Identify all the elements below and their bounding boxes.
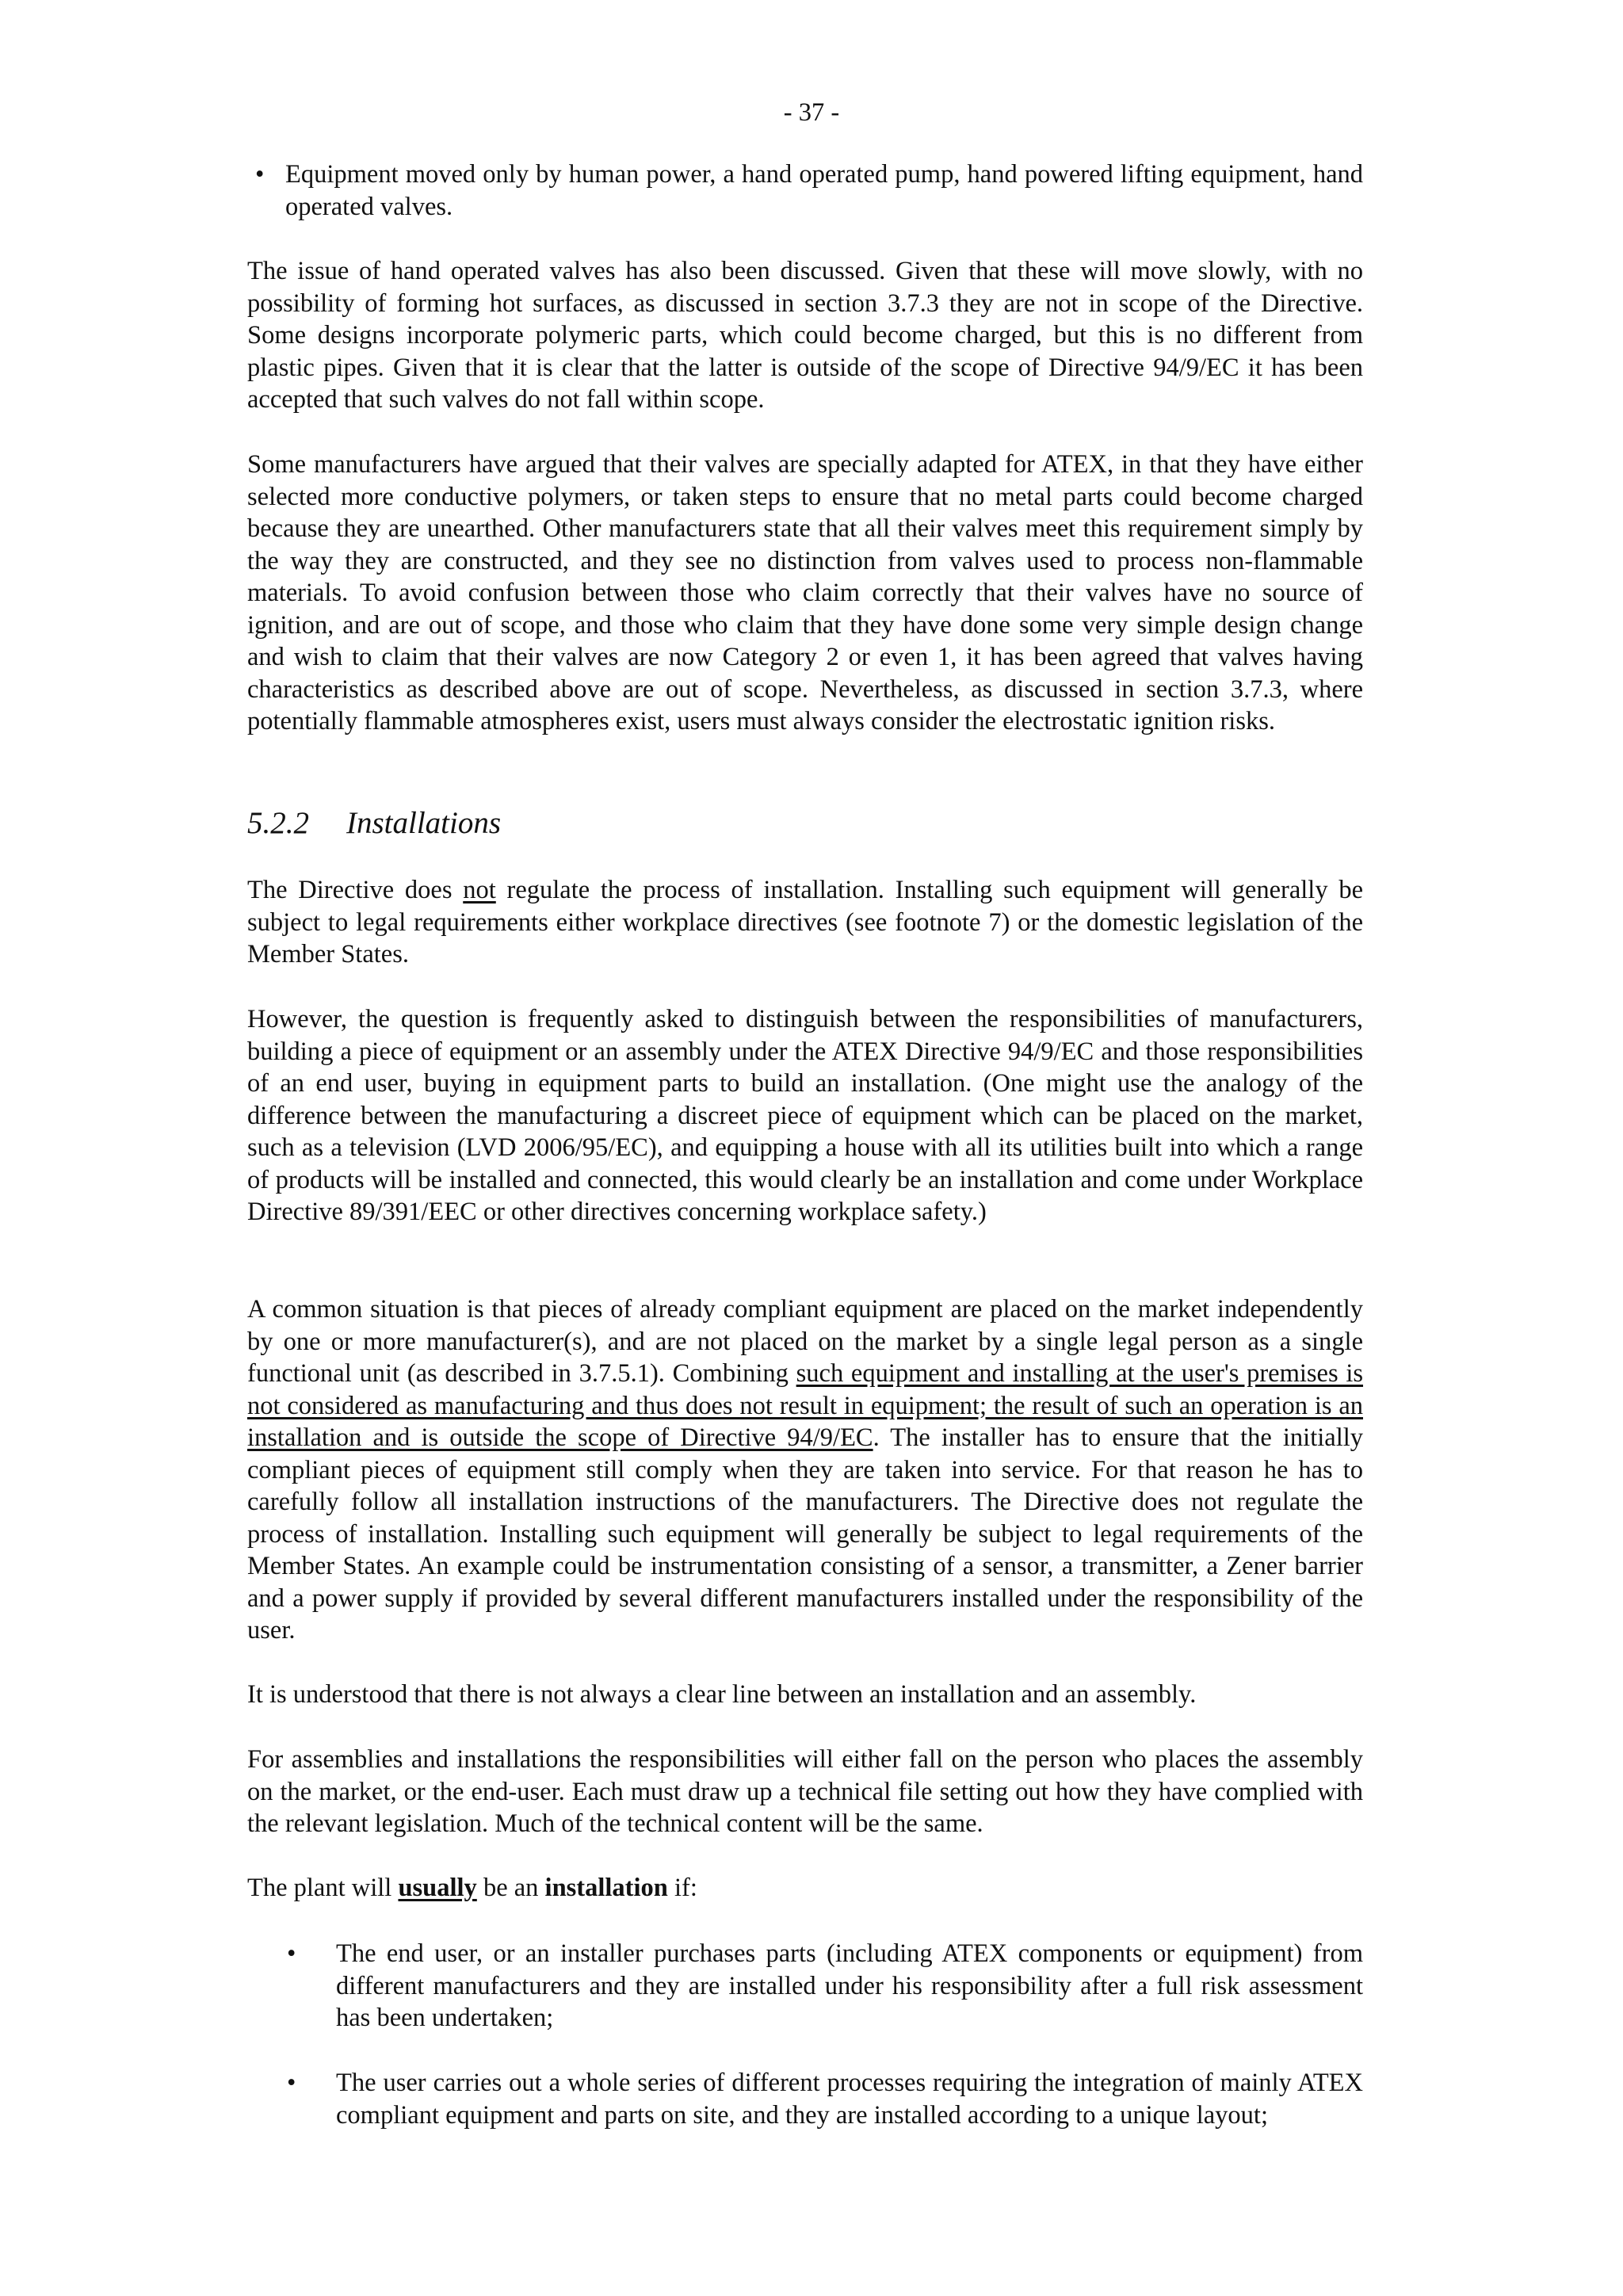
- list-item: [287, 2067, 1363, 2131]
- underlined-statement: such equipment and installing at the user's premises is not considered as manufacturing and thus does not result in equipment; the result of such an operation is an installation and is outside the scope of Directive 94/9/EC: [247, 1359, 1364, 1452]
- bullet-marker: •: [287, 1939, 296, 1968]
- paragraph-common-situation: A common situation is that pieces of already compliant equipment are placed on the market independently by one or more manufacturer(s), and are not placed on the market by a single legal person as a single functional unit (as described in 3.7.5.1). Combining such equipment and installing at the user's premises is not considered as manufacturing and thus does not result in equipment; the result of such an operation is an installation and is outside the scope of Directive 94/9/EC. The installer has to ensure that the initially compliant pieces of equipment still comply when they are taken into service. For that reason he has to carefully follow all installation instructions of the manufacturers. The Directive does not regulate the process of installation. Installing such equipment will generally be subject to legal requirements of the Member States. An example could be instrumentation consisting of a sensor, a transmitter, a Zener barrier and a power supply if provided by several different manufacturers installed under the responsibility of the user.: [247, 1295, 1364, 1645]
- paragraph-plant-installation: The plant will usually be an installation if:: [247, 1874, 697, 1902]
- list-item-text: The end user, or an installer purchases parts (including ATEX components or equipment) from different manufacturers and they are installed under his responsibility after a full risk assessment has been undertaken;: [336, 1939, 1363, 2032]
- page-number: - 37 -: [783, 98, 840, 127]
- bullet-marker: •: [255, 160, 265, 189]
- list-item: [255, 159, 1363, 223]
- underlined-usually: usually: [398, 1874, 477, 1902]
- list-item: [287, 1938, 1363, 2034]
- underlined-not: not: [463, 876, 496, 904]
- paragraph-manufacturers: Some manufacturers have argued that their valves are specially adapted for ATEX, in that they have either selected more conductive polymers, or taken steps to ensure that no metal parts could become charged because they are unearthed. Other manufacturers state that all their valves meet this requirement simply by the way they are constructed, and they see no distinction from valves used to process non-flammable materials. To avoid confusion between those who claim correctly that their valves have no source of ignition, and are out of scope, and those who claim that they have done some very simple design change and wish to claim that their valves are now Category 2 or even 1, it has been agreed that valves having characteristics as described above are out of scope. Nevertheless, as discussed in section 3.7.3, where potentially flammable atmospheres exist, users must always consider the electrostatic ignition risks.: [247, 450, 1363, 735]
- list-item-text: The user carries out a whole series of different processes requiring the integration of mainly ATEX compliant equipment and parts on site, and they are installed according to a unique layout;: [336, 2069, 1363, 2130]
- list-item-text: Equipment moved only by human power, a hand operated pump, hand powered lifting equipment, hand operated valves.: [285, 160, 1363, 221]
- section-heading: [247, 804, 501, 842]
- bold-installation: installation: [544, 1874, 668, 1902]
- section-number: 5.2.2: [247, 806, 309, 840]
- paragraph-however: However, the question is frequently asked to distinguish between the responsibilities of manufacturers, building a piece of equipment or an assembly under the ATEX Directive 94/9/EC and those responsibilities of an end user, buying in equipment parts to build an installation. (One might use the analogy of the difference between the manufacturing a discreet piece of equipment which can be placed on the market, such as a television (LVD 2006/95/EC), and equipping a house with all its utilities built into which a range of products will be installed and connected, this would clearly be an installation and come under Workplace Directive 89/391/EEC or other directives concerning workplace safety.): [247, 1005, 1363, 1226]
- bullet-marker: •: [287, 2069, 296, 2097]
- paragraph-understood: It is understood that there is not always a clear line between an installation and an assembly.: [247, 1680, 1197, 1709]
- paragraph-assemblies: For assemblies and installations the responsibilities will either fall on the person who places the assembly on the market, or the end-user. Each must draw up a technical file setting out how they have complied with the relevant legislation. Much of the technical content will be the same.: [247, 1745, 1363, 1838]
- paragraph-hand-operated-valves: The issue of hand operated valves has also been discussed. Given that these will move slowly, with no possibility of forming hot surfaces, as discussed in section 3.7.3 they are not in scope of the Directive. Some designs incorporate polymeric parts, which could become charged, but this is no different from plastic pipes. Given that it is clear that the latter is outside of the scope of Directive 94/9/EC it has been accepted that such valves do not fall within scope.: [247, 257, 1363, 414]
- section-title: Installations: [346, 806, 502, 840]
- paragraph-directive-not-regulate: The Directive does not regulate the process of installation. Installing such equipment will generally be subject to legal requirements either workplace directives (see footnote 7) or the domestic legislation of the Member States.: [247, 876, 1363, 968]
